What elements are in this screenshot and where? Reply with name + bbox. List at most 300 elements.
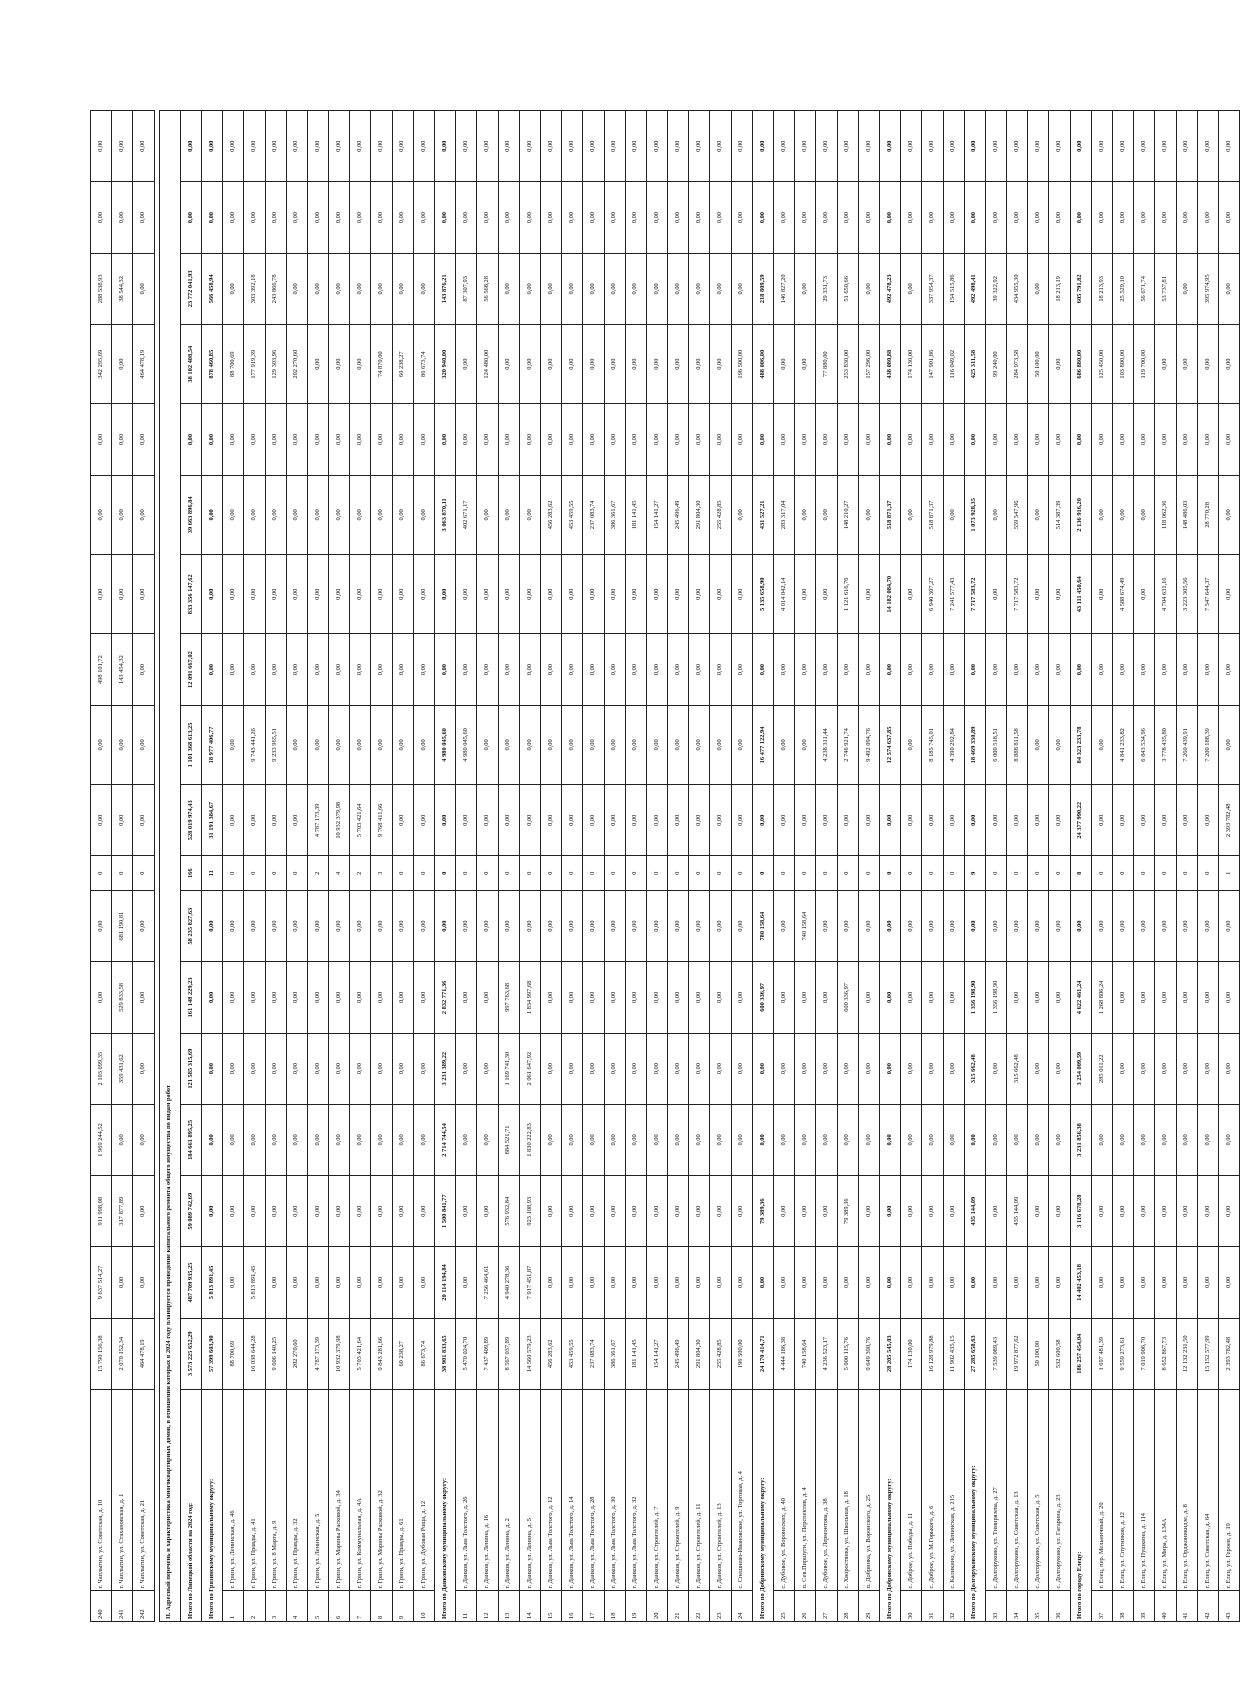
address-cell: г. Грязи, ул. Дубовая Роща, д. 12 <box>413 1389 434 1591</box>
value-cell: 0,00 <box>943 891 964 962</box>
value-cell: 0,00 <box>774 111 795 182</box>
value-cell: 1 356 198,90 <box>964 962 985 1033</box>
value-cell: 0,00 <box>731 253 752 324</box>
value-cell: 2 714 744,54 <box>435 1104 456 1175</box>
value-cell: 0,00 <box>265 475 286 554</box>
value-cell: 0,00 <box>816 475 837 554</box>
value-cell: 0,00 <box>625 785 646 856</box>
value-cell: 0,00 <box>307 634 328 705</box>
value-cell: 0,00 <box>1176 1247 1197 1318</box>
table-row <box>583 111 604 1622</box>
value-cell: 0,00 <box>540 111 561 182</box>
value-cell: 0,00 <box>816 1033 837 1104</box>
value-cell: 4 238 311,44 <box>816 705 837 784</box>
value-cell: 0,00 <box>625 324 646 403</box>
value-cell: 0,00 <box>562 1104 583 1175</box>
section-title: II. Адресный перечень и характеристика многоквартирных домов, в отношении которых в 2024 году планируется проведение капитального ремонта общего имущества по видам работ <box>159 111 180 1622</box>
value-cell: 0,00 <box>646 555 667 634</box>
value-cell: 0,00 <box>625 1033 646 1104</box>
value-cell: 0,00 <box>265 555 286 634</box>
value-cell: 7 547 644,37 <box>1197 555 1218 634</box>
value-cell: 0,00 <box>286 705 307 784</box>
value-cell: 0,00 <box>456 1247 477 1318</box>
value-cell: 0,00 <box>1134 182 1155 253</box>
value-cell: 0,00 <box>392 404 413 475</box>
value-cell: 0,00 <box>350 182 371 253</box>
value-cell: 0,00 <box>1091 634 1112 705</box>
value-cell: 0,00 <box>201 475 222 554</box>
value-cell: 0,00 <box>1218 705 1239 784</box>
value-cell: 0,00 <box>1197 1176 1218 1247</box>
value-cell: 0,00 <box>858 962 879 1033</box>
value-cell: 0,00 <box>1049 404 1070 475</box>
value-cell: 125 450,00 <box>1091 324 1112 403</box>
value-cell: 0,00 <box>731 705 752 784</box>
value-cell: 0,00 <box>180 404 201 475</box>
value-cell: 0,00 <box>180 111 201 182</box>
value-cell: 0,00 <box>392 1247 413 1318</box>
value-cell: 11 <box>201 856 222 891</box>
address-cell: г. Чаплыгин, ул. Стахановская, д. 1 <box>112 1389 133 1591</box>
value-cell: 0 <box>689 856 710 891</box>
value-cell: 0,00 <box>625 182 646 253</box>
value-cell: 0,00 <box>562 404 583 475</box>
value-cell: 9 492 094,76 <box>858 705 879 784</box>
value-cell: 0,00 <box>731 1247 752 1318</box>
value-cell: 0,00 <box>583 324 604 403</box>
value-cell: 0,00 <box>901 1176 922 1247</box>
value-cell: 681 190,81 <box>112 891 133 962</box>
value-cell: 0,00 <box>985 404 1006 475</box>
address-cell: г. Данков, ул. Ленина, д. 16 <box>477 1389 498 1591</box>
value-cell: 4 980 045,60 <box>435 705 456 784</box>
value-cell: 154 515,86 <box>943 253 964 324</box>
value-cell: 0,00 <box>1113 182 1134 253</box>
value-cell: 0,00 <box>329 1104 350 1175</box>
value-cell: 0,00 <box>837 634 858 705</box>
row-number: 15 <box>540 1591 561 1622</box>
value-cell: 0,00 <box>413 891 434 962</box>
value-cell: 0,00 <box>1176 1033 1197 1104</box>
value-cell: 118 062,36 <box>1155 475 1176 554</box>
value-cell: 0,00 <box>1091 555 1112 634</box>
value-cell: 0,00 <box>646 1104 667 1175</box>
row-number: 30 <box>901 1591 922 1622</box>
value-cell: 6 940 307,27 <box>922 555 943 634</box>
value-cell: 576 932,84 <box>498 1176 519 1247</box>
value-cell: 3 573 225 652,29 <box>180 1318 201 1389</box>
value-cell: 0 <box>901 856 922 891</box>
value-cell: 0,00 <box>731 1104 752 1175</box>
value-cell: 0,00 <box>985 182 1006 253</box>
address-cell: с. Доброе, ул. М.Горького, д. 6 <box>922 1389 943 1591</box>
value-cell: 0,00 <box>1028 253 1049 324</box>
table-row <box>562 111 583 1622</box>
value-cell: 492 478,23 <box>879 253 900 324</box>
value-cell: 0 <box>1028 856 1049 891</box>
address-cell: с. Спешнево-Ивановское, ул. Торговая, д. 4 <box>731 1389 752 1591</box>
value-cell: 0,00 <box>413 634 434 705</box>
value-cell: 0,00 <box>265 785 286 856</box>
value-cell: 0,00 <box>1028 962 1049 1033</box>
address-cell: с. Долгоруково, ул. Советская, д. 5 <box>1028 1389 1049 1591</box>
value-cell: 0,00 <box>837 182 858 253</box>
value-cell: 0,00 <box>668 1104 689 1175</box>
value-cell: 492 498,41 <box>964 253 985 324</box>
value-cell: 0,00 <box>133 962 154 1033</box>
value-cell: 0,00 <box>456 1176 477 1247</box>
value-cell: 59 089 742,69 <box>180 1176 201 1247</box>
value-cell: 0,00 <box>1007 962 1028 1033</box>
value-cell: 0,00 <box>646 182 667 253</box>
value-cell: 0,00 <box>1091 891 1112 962</box>
value-cell: 2 746 921,74 <box>837 705 858 784</box>
value-cell: 1 169 741,30 <box>498 1033 519 1104</box>
value-cell: 0 <box>435 856 456 891</box>
value-cell: 28 205 545,03 <box>879 1318 900 1389</box>
value-cell: 0,00 <box>795 475 816 554</box>
value-cell: 0,00 <box>774 634 795 705</box>
value-cell: 0,00 <box>307 324 328 403</box>
value-cell: 0,00 <box>922 111 943 182</box>
value-cell: 0,00 <box>689 705 710 784</box>
value-cell: 0,00 <box>1134 404 1155 475</box>
value-cell: 0,00 <box>943 475 964 554</box>
value-cell: 0 <box>604 856 625 891</box>
value-cell: 0,00 <box>858 404 879 475</box>
value-cell: 0 <box>922 856 943 891</box>
value-cell: 0,00 <box>112 555 133 634</box>
value-cell: 0,00 <box>795 705 816 784</box>
value-cell: 0,00 <box>329 1247 350 1318</box>
value-cell: 0,00 <box>562 1247 583 1318</box>
value-cell: 0,00 <box>922 962 943 1033</box>
value-cell: 0,00 <box>1134 962 1155 1033</box>
value-cell: 0,00 <box>943 1104 964 1175</box>
value-cell: 0,00 <box>689 1247 710 1318</box>
value-cell: 0 <box>1176 856 1197 891</box>
value-cell: 0,00 <box>413 182 434 253</box>
value-cell: 53 737,81 <box>1155 253 1176 324</box>
value-cell: 4 704 631,16 <box>1155 555 1176 634</box>
value-cell: 202 270,60 <box>286 1318 307 1389</box>
value-cell: 0,00 <box>435 111 456 182</box>
value-cell: 0,00 <box>350 555 371 634</box>
value-cell: 0,00 <box>668 634 689 705</box>
value-cell: 0 <box>646 856 667 891</box>
value-cell: 0,00 <box>816 891 837 962</box>
value-cell: 0,00 <box>1176 1104 1197 1175</box>
value-cell: 7 717 583,72 <box>1007 555 1028 634</box>
row-number: 5 <box>307 1591 328 1622</box>
value-cell: 0,00 <box>774 182 795 253</box>
value-cell: 285 011,22 <box>1091 1033 1112 1104</box>
value-cell: 0,00 <box>604 1033 625 1104</box>
value-cell: 0,00 <box>816 1176 837 1247</box>
value-cell: 0,00 <box>795 555 816 634</box>
value-cell: 0,00 <box>1218 634 1239 705</box>
value-cell: 0,00 <box>879 1176 900 1247</box>
value-cell: 780 158,64 <box>752 891 773 962</box>
value-cell: 0,00 <box>456 111 477 182</box>
value-cell: 0,00 <box>1091 1104 1112 1175</box>
value-cell: 528 019 974,43 <box>180 785 201 856</box>
value-cell: 0,00 <box>1007 1104 1028 1175</box>
value-cell: 0,00 <box>112 785 133 856</box>
value-cell: 1 268 806,24 <box>1091 962 1112 1033</box>
value-cell: 3 254 009,59 <box>1070 1033 1091 1104</box>
value-cell: 0,00 <box>964 1104 985 1175</box>
value-cell: 0,00 <box>1155 404 1176 475</box>
value-cell: 566 458,94 <box>201 253 222 324</box>
row-number: 23 <box>710 1591 731 1622</box>
total-label: Итого по Добровскому муниципальному округу: <box>879 1389 900 1621</box>
value-cell: 0,00 <box>265 182 286 253</box>
table-row <box>816 111 837 1622</box>
value-cell: 0,00 <box>562 253 583 324</box>
value-cell: 0,00 <box>519 111 540 182</box>
value-cell: 0,00 <box>265 634 286 705</box>
value-cell: 0,00 <box>731 1176 752 1247</box>
value-cell: 0,00 <box>625 404 646 475</box>
value-cell: 0 <box>456 856 477 891</box>
value-cell: 0,00 <box>1176 182 1197 253</box>
value-cell: 0,00 <box>1155 324 1176 403</box>
value-cell: 0,00 <box>91 111 112 182</box>
value-cell: 0,00 <box>901 1247 922 1318</box>
total-label: Итого по Данковскому муниципальному округу: <box>435 1389 456 1621</box>
value-cell: 0,00 <box>133 785 154 856</box>
value-cell: 161 148 229,23 <box>180 962 201 1033</box>
value-cell: 0,00 <box>371 1033 392 1104</box>
value-cell: 0,00 <box>1049 634 1070 705</box>
value-cell: 0,00 <box>1155 1033 1176 1104</box>
row-number: 35 <box>1028 1591 1049 1622</box>
table-row <box>329 111 350 1622</box>
value-cell: 0,00 <box>201 1176 222 1247</box>
table-row <box>371 111 392 1622</box>
value-cell: 0,00 <box>604 404 625 475</box>
value-cell: 0,00 <box>1176 634 1197 705</box>
value-cell: 0,00 <box>307 891 328 962</box>
value-cell: 0,00 <box>1049 555 1070 634</box>
value-cell: 0,00 <box>413 475 434 554</box>
value-cell: 0,00 <box>1070 111 1091 182</box>
address-cell: с. Каликино, ул. Ленинская, д. 215 <box>943 1389 964 1591</box>
value-cell: 0,00 <box>795 785 816 856</box>
value-cell: 0,00 <box>689 1033 710 1104</box>
row-number: 31 <box>922 1591 943 1622</box>
value-cell: 0,00 <box>519 634 540 705</box>
value-cell: 0,00 <box>540 891 561 962</box>
value-cell: 0,00 <box>329 555 350 634</box>
value-cell: 0,00 <box>964 1247 985 1318</box>
value-cell: 0,00 <box>710 182 731 253</box>
value-cell: 453 459,55 <box>562 475 583 554</box>
value-cell: 0,00 <box>1091 1176 1112 1247</box>
value-cell: 0,00 <box>646 785 667 856</box>
value-cell: 0,00 <box>1197 182 1218 253</box>
value-cell: 0,00 <box>1218 1247 1239 1318</box>
value-cell: 0,00 <box>668 962 689 1033</box>
value-cell: 56 568,28 <box>477 253 498 324</box>
value-cell: 1 <box>1218 856 1239 891</box>
value-cell: 0,00 <box>371 1176 392 1247</box>
value-cell: 0,00 <box>646 1247 667 1318</box>
value-cell: 0,00 <box>180 182 201 253</box>
value-cell: 0,00 <box>329 475 350 554</box>
value-cell: 0,00 <box>133 891 154 962</box>
value-cell: 0,00 <box>689 1104 710 1175</box>
value-cell: 0,00 <box>350 253 371 324</box>
value-cell: 0,00 <box>112 705 133 784</box>
value-cell: 0,00 <box>307 1104 328 1175</box>
row-number: 29 <box>858 1591 879 1622</box>
value-cell: 0,00 <box>731 555 752 634</box>
value-cell: 0,00 <box>816 111 837 182</box>
table-row <box>286 111 307 1622</box>
value-cell: 337 954,37 <box>922 253 943 324</box>
total-label: Итого по городу Елецу: <box>1070 1389 1091 1621</box>
address-cell: г. Елец, ул. Орджоникидзе, д. 8 <box>1176 1389 1197 1591</box>
value-cell: 0,00 <box>795 324 816 403</box>
value-cell: 0,00 <box>985 111 1006 182</box>
value-cell: 0,00 <box>964 634 985 705</box>
table-row <box>901 111 922 1622</box>
value-cell: 0,00 <box>456 324 477 403</box>
row-number: 242 <box>133 1591 154 1622</box>
value-cell: 0,00 <box>456 962 477 1033</box>
value-cell: 0,00 <box>625 1176 646 1247</box>
value-cell: 0,00 <box>413 1033 434 1104</box>
table-row <box>1155 111 1176 1622</box>
value-cell: 0,00 <box>1197 785 1218 856</box>
value-cell: 0 <box>498 856 519 891</box>
value-cell: 0 <box>583 856 604 891</box>
value-cell: 0,00 <box>710 785 731 856</box>
row-number: 4 <box>286 1591 307 1622</box>
value-cell: 0,00 <box>710 1033 731 1104</box>
value-cell: 0,00 <box>498 182 519 253</box>
value-cell: 0,00 <box>837 111 858 182</box>
value-cell: 1 101 368 613,25 <box>180 705 201 784</box>
value-cell: 0,00 <box>604 111 625 182</box>
value-cell: 0,00 <box>583 891 604 962</box>
value-cell: 0,00 <box>413 1104 434 1175</box>
value-cell: 0,00 <box>244 1033 265 1104</box>
value-cell: 0,00 <box>265 1247 286 1318</box>
total-row <box>1070 111 1091 1622</box>
value-cell: 0,00 <box>1176 111 1197 182</box>
value-cell: 0,00 <box>668 1033 689 1104</box>
value-cell: 0,00 <box>964 182 985 253</box>
value-cell: 1 356 198,90 <box>985 962 1006 1033</box>
value-cell: 0 <box>133 856 154 891</box>
value-cell: 0,00 <box>392 634 413 705</box>
value-cell: 0,00 <box>371 634 392 705</box>
value-cell: 0,00 <box>244 404 265 475</box>
value-cell: 3 063 870,11 <box>435 475 456 554</box>
value-cell: 181 141,45 <box>625 1318 646 1389</box>
value-cell: 0 <box>858 856 879 891</box>
value-cell: 9 233 965,51 <box>265 705 286 784</box>
value-cell: 434 955,30 <box>1007 253 1028 324</box>
value-cell: 0,00 <box>1134 475 1155 554</box>
value-cell: 0,00 <box>837 404 858 475</box>
value-cell: 435 144,09 <box>1007 1176 1028 1247</box>
value-cell: 0,00 <box>985 785 1006 856</box>
value-cell: 0,00 <box>1113 111 1134 182</box>
value-cell: 0,00 <box>668 705 689 784</box>
value-cell: 0,00 <box>498 324 519 403</box>
value-cell: 7 437 409,89 <box>477 1318 498 1389</box>
row-number: 27 <box>816 1591 837 1622</box>
value-cell: 0,00 <box>858 253 879 324</box>
value-cell: 0,00 <box>1197 324 1218 403</box>
value-cell: 0,00 <box>201 555 222 634</box>
table-row <box>1197 111 1218 1622</box>
value-cell: 38 102 408,54 <box>180 324 201 403</box>
value-cell: 245 496,49 <box>668 1318 689 1389</box>
value-cell: 0,00 <box>943 1033 964 1104</box>
value-cell: 4 236 523,17 <box>816 1318 837 1389</box>
value-cell: 0,00 <box>943 111 964 182</box>
value-cell: 0,00 <box>413 705 434 784</box>
value-cell: 3 223 305,56 <box>1176 555 1197 634</box>
total-row <box>752 111 773 1622</box>
address-cell: г. Данков, ул. Строителей, д. 7 <box>646 1389 667 1591</box>
value-cell: 0,00 <box>731 785 752 856</box>
value-cell: 0,00 <box>392 1176 413 1247</box>
value-cell: 0,00 <box>307 182 328 253</box>
value-cell: 0,00 <box>1155 1104 1176 1175</box>
value-cell: 0,00 <box>540 1247 561 1318</box>
value-cell: 16 128 979,88 <box>922 1318 943 1389</box>
address-cell: п. Добринка, ул. Воронского, д. 25 <box>858 1389 879 1591</box>
value-cell: 24 170 414,71 <box>752 1318 773 1389</box>
value-cell: 0,00 <box>133 1033 154 1104</box>
row-number: 6 <box>329 1591 350 1622</box>
value-cell: 0,00 <box>413 404 434 475</box>
value-cell: 0,00 <box>1070 891 1091 962</box>
value-cell: 14 182 084,70 <box>879 555 900 634</box>
row-number: 12 <box>477 1591 498 1622</box>
value-cell: 600 336,97 <box>837 962 858 1033</box>
value-cell: 0,00 <box>91 182 112 253</box>
value-cell: 0,00 <box>922 182 943 253</box>
table-row <box>265 111 286 1622</box>
value-cell: 0 <box>752 856 773 891</box>
value-cell: 0,00 <box>477 962 498 1033</box>
total-label: Итого по Долгоруковскому муниципальному округу: <box>964 1389 985 1621</box>
value-cell: 0,00 <box>392 1033 413 1104</box>
value-cell: 245 496,49 <box>668 475 689 554</box>
value-cell: 0,00 <box>583 634 604 705</box>
value-cell: 0,00 <box>435 555 456 634</box>
value-cell: 0,00 <box>646 111 667 182</box>
value-cell: 0,00 <box>371 111 392 182</box>
value-cell: 0 <box>286 856 307 891</box>
value-cell: 0,00 <box>774 1104 795 1175</box>
value-cell: 0,00 <box>710 253 731 324</box>
value-cell: 0,00 <box>795 1176 816 1247</box>
value-cell: 39 322,92 <box>985 253 1006 324</box>
value-cell: 0,00 <box>710 1104 731 1175</box>
value-cell: 0,00 <box>710 555 731 634</box>
value-cell: 51 650,66 <box>837 253 858 324</box>
value-cell: 0,00 <box>244 1176 265 1247</box>
value-cell: 0,00 <box>1155 182 1176 253</box>
